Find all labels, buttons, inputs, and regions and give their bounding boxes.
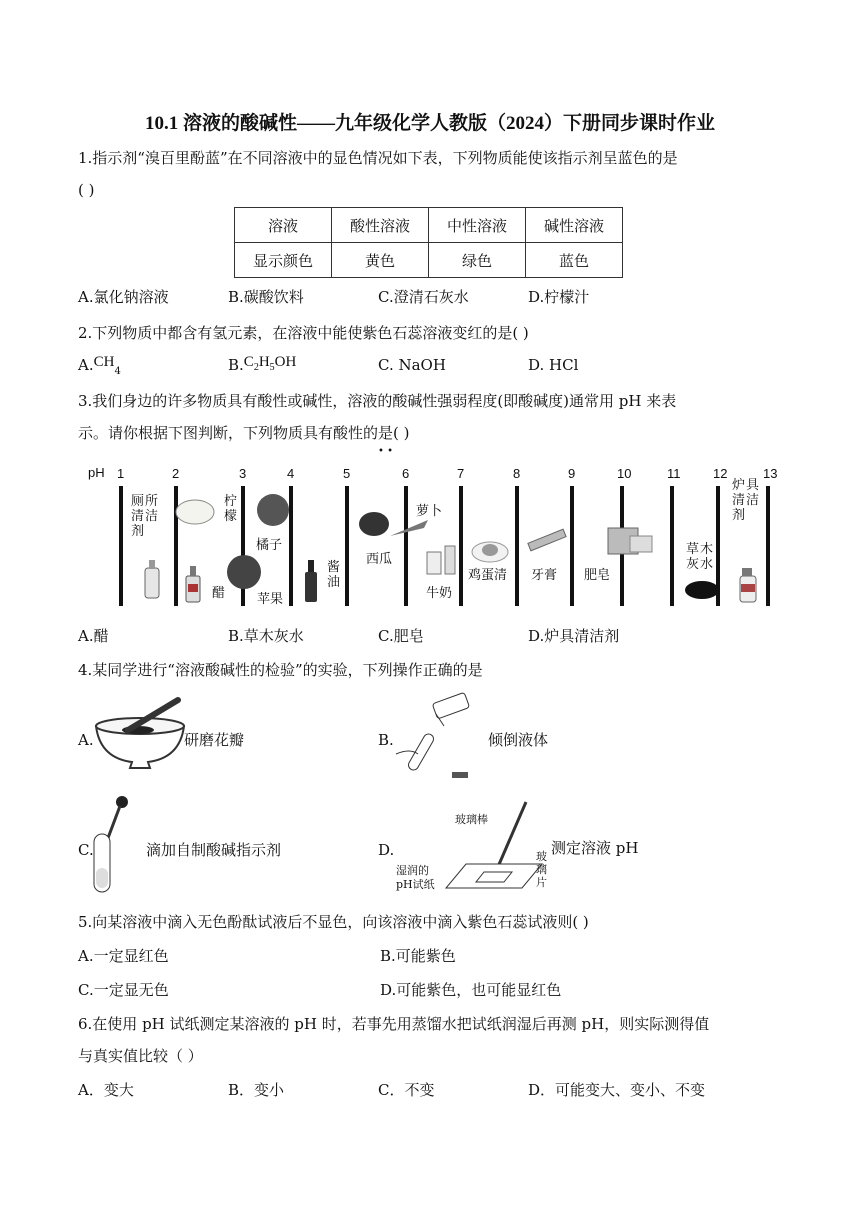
ph-tick: 9 (568, 466, 576, 481)
q5-option-c[interactable]: C.一定显无色 (78, 981, 169, 999)
table-cell: 中性溶液 (429, 208, 526, 243)
q5-option-d[interactable]: D.可能紫色，也可能显红色 (380, 981, 562, 999)
ph-tick: 7 (457, 466, 465, 481)
ph-tick: 5 (343, 466, 351, 481)
q4-stem: 4.某同学进行“溶液酸碱性的检验”的实验，下列操作正确的是 (78, 661, 483, 679)
q6-stem-line1: 6.在使用 pH 试纸测定某溶液的 pH 时，若事先用蒸馏水把试纸润湿后再测 pH，则实际测得值 (78, 1015, 710, 1033)
ph-tick: 2 (172, 466, 180, 481)
q3-stem-line1: 3.我们身边的许多物质具有酸性或碱性，溶液的酸碱性强弱程度(即酸碱度)通常用 pH 来表 (78, 392, 677, 410)
ph-tick: 4 (287, 466, 295, 481)
q2-option-c[interactable]: C. NaOH (378, 356, 446, 374)
q3-option-d[interactable]: D.炉具清洁剂 (528, 627, 620, 645)
label-toothpaste: 牙膏 (531, 568, 558, 583)
q6-option-b[interactable]: B．变小 (228, 1081, 285, 1099)
carrot-icon (390, 520, 428, 536)
formula (243, 354, 297, 373)
lemon-icon (176, 500, 214, 524)
q4-option-b-text: 倾倒液体 (488, 731, 549, 749)
egg-icon (472, 542, 508, 562)
q6-option-d[interactable]: D．可能变大、变小、不变 (528, 1081, 706, 1099)
subscript: 4 (114, 366, 121, 377)
q4-option-c-letter[interactable]: C. (78, 841, 94, 859)
ph-tick: 6 (402, 466, 410, 481)
dropper-test-tube-icon (90, 794, 130, 898)
glass-slide-label: 玻璃片 (536, 850, 547, 889)
table-cell: 绿色 (429, 243, 526, 278)
oven-cleaner-spray-icon (740, 568, 756, 602)
q1-stem: 1.指示剂“溴百里酚蓝”在不同溶液中的显色情况如下表，下列物质能使该指示剂呈蓝色的是 (78, 149, 678, 167)
q2-option-d[interactable]: D. HCl (528, 356, 579, 374)
label-vinegar: 醋 (212, 586, 226, 601)
q6-option-a[interactable]: A．变大 (78, 1081, 134, 1099)
q4-option-b-letter[interactable]: B. (378, 731, 394, 749)
q2-stem: 2.下列物质中都含有氢元素，在溶液中能使紫色石蕊溶液变红的是( ) (78, 324, 529, 342)
ph-tick: 3 (239, 466, 247, 481)
q2-option-a-letter: A. (78, 356, 94, 374)
q5-option-b[interactable]: B.可能紫色 (380, 947, 456, 965)
label-milk: 牛奶 (426, 586, 453, 601)
ph-tick: 1 (117, 466, 125, 481)
q3-option-a[interactable]: A.醋 (78, 627, 109, 645)
q1-option-c[interactable]: C.澄清石灰水 (378, 288, 469, 306)
q2-option-b-letter: B. (228, 356, 244, 374)
table-row (235, 208, 623, 243)
ph-tick: 10 (617, 466, 632, 481)
toilet-cleaner-bottle-icon (145, 560, 159, 598)
q4-option-a-letter[interactable]: A. (78, 731, 94, 749)
vinegar-bottle-icon (186, 566, 200, 602)
ph-items-illustration (120, 480, 800, 610)
ph-paper-label: 湿润的 pH试纸 (396, 864, 435, 891)
ph-tick: 8 (513, 466, 521, 481)
q3-option-b[interactable]: B.草木灰水 (228, 627, 304, 645)
q1-option-d[interactable]: D.柠檬汁 (528, 288, 590, 306)
q5-stem: 5.向某溶液中滴入无色酚酞试液后不显色，向该溶液中滴入紫色石蕊试液则( ) (78, 913, 589, 931)
mortar-pestle-icon (90, 694, 190, 774)
q4-option-c-text: 滴加自制酸碱指示剂 (146, 841, 282, 859)
ash-water-icon (685, 581, 719, 599)
formula: CH (93, 354, 115, 370)
ph-tick: 11 (667, 466, 681, 481)
ph-tick: 12 (713, 466, 728, 481)
q1-option-b[interactable]: B.碳酸饮料 (228, 288, 304, 306)
table-cell: 碱性溶液 (526, 208, 623, 243)
q6-option-c[interactable]: C．不变 (378, 1081, 435, 1099)
table-cell: 显示颜色 (235, 243, 332, 278)
label-carrot: 萝卜 (416, 504, 443, 519)
watermelon-icon (359, 512, 389, 536)
q3-stem-line2: 示。请你根据下图判断，下列物质具有酸性的是( ) (78, 424, 410, 442)
label-toilet-cleaner: 厕所清洁剂 (131, 494, 160, 539)
q5-option-a[interactable]: A.一定显红色 (78, 947, 169, 965)
label-orange: 橘子 (256, 538, 283, 553)
ph-label: pH (88, 465, 105, 480)
table-cell: 酸性溶液 (332, 208, 429, 243)
q6-stem-line2: 与真实值比较（ ） (78, 1047, 203, 1065)
q2-option-a[interactable] (78, 355, 121, 382)
pouring-liquid-icon (390, 692, 480, 784)
label-soap: 肥皂 (584, 568, 611, 583)
emphasis-dots: • • (378, 446, 393, 457)
soap-icon (608, 528, 652, 554)
indicator-table (234, 207, 623, 278)
subscript: 5 (269, 362, 275, 373)
toothpaste-icon (528, 529, 566, 551)
label-egg-white: 鸡蛋清 (468, 568, 508, 583)
table-cell: 溶液 (235, 208, 332, 243)
q4-option-a-text: 研磨花瓣 (184, 731, 245, 749)
q1-option-a[interactable]: A.氯化钠溶液 (78, 288, 169, 306)
soy-sauce-bottle-icon (305, 560, 317, 602)
orange-icon (257, 494, 289, 526)
q3-option-c[interactable]: C.肥皂 (378, 627, 424, 645)
label-lemon: 柠檬 (224, 494, 239, 524)
glass-rod-label: 玻璃棒 (455, 813, 488, 826)
q4-option-d-text: 测定溶液 pH (551, 839, 639, 857)
formula-part: OH (274, 354, 297, 370)
q4-option-d-letter[interactable]: D. (378, 841, 395, 859)
q2-option-b[interactable] (228, 355, 296, 382)
label-watermelon: 西瓜 (366, 552, 393, 567)
label-oven-cleaner: 炉具清洁剂 (732, 478, 761, 523)
table-cell: 蓝色 (526, 243, 623, 278)
milk-carton-icon (427, 546, 455, 574)
table-cell: 黄色 (332, 243, 429, 278)
label-ash-water: 草木灰水 (686, 542, 715, 572)
page-title: 10.1 溶液的酸碱性——九年级化学人教版（2024）下册同步课时作业 (144, 113, 715, 134)
label-apple: 苹果 (257, 592, 284, 607)
apple-icon (227, 555, 261, 589)
label-soy-sauce: 酱油 (327, 560, 342, 590)
subscript: 2 (253, 362, 259, 373)
formula-part: C (243, 354, 254, 370)
q1-stem-paren: ( ) (78, 181, 95, 199)
formula-part: H (258, 354, 270, 370)
ph-tick: 13 (763, 466, 778, 481)
table-row (235, 243, 623, 278)
